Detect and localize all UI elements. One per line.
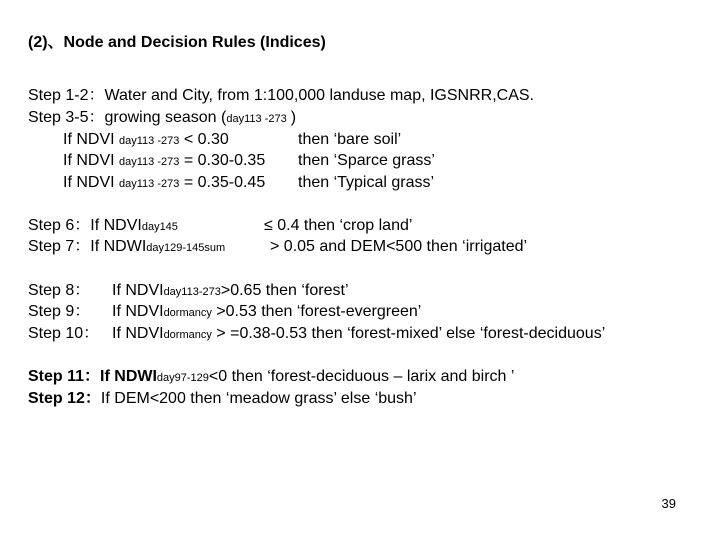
rule-subscript: day113 -273 — [119, 135, 180, 147]
step-8-label: Step 8： — [28, 282, 91, 299]
step-7-subscript: day129-145sum — [146, 242, 226, 254]
rule-sparce-grass-result: then ‘Sparce grass’ — [298, 152, 435, 169]
step-6-line — [28, 216, 178, 237]
step-9-rule: >0.53 then ‘forest-evergreen’ — [211, 303, 422, 320]
rule-prefix: If NDVI — [63, 174, 120, 191]
rule-prefix: If NDVI — [63, 131, 120, 148]
step-9-line — [112, 302, 421, 323]
step-12-label: Step 12： — [28, 390, 101, 407]
step-6-subscript: day145 — [141, 221, 178, 233]
step-10-line — [112, 324, 605, 345]
step-11-subscript: day97-129 — [156, 372, 209, 384]
rule-prefix: If NDVI — [63, 152, 120, 169]
step-11-line — [28, 367, 514, 388]
step-8-subscript: day113-273 — [163, 286, 221, 298]
rule-bare-soil — [63, 130, 229, 151]
rule-sparce-grass — [63, 151, 265, 172]
step-11-rule: <0 then ‘forest-deciduous – larix and birch ’ — [208, 368, 515, 385]
step-11-prefix: If NDWI — [100, 368, 157, 385]
step-12-line — [28, 389, 417, 409]
step-11-label: Step 11： — [28, 368, 101, 385]
step-9-subscript: dormancy — [163, 307, 212, 319]
step-6-prefix: If NDVI — [90, 217, 142, 234]
step-3-5-line — [28, 108, 296, 129]
rule-condition: = 0.30-0.35 — [179, 152, 266, 169]
rule-bare-soil-result: then ‘bare soil’ — [298, 131, 402, 148]
step-10-label: Step 10： — [28, 325, 100, 342]
step-12-text: If DEM<200 then ‘meadow grass’ else ‘bush’ — [100, 390, 417, 407]
step-3-5-suffix: ) — [290, 109, 297, 126]
rule-typical-grass — [63, 173, 265, 194]
rule-subscript: day113 -273 — [119, 178, 180, 190]
step-7-label: Step 7： — [28, 238, 91, 255]
step-3-5-prefix: Step 3-5：growing season ( — [28, 109, 227, 126]
step-8-line — [112, 281, 349, 302]
step-10-subscript: dormancy — [163, 329, 212, 341]
step-7-prefix: If NDWI — [90, 238, 147, 255]
step-8-rule: >0.65 then ‘forest’ — [220, 282, 349, 299]
rule-typical-grass-result: then ‘Typical grass’ — [298, 174, 435, 191]
step-10-prefix: If NDVI — [112, 325, 164, 342]
step-6-label: Step 6： — [28, 217, 91, 234]
step-1-2-text: Step 1-2：Water and City, from 1:100,000 landuse map, IGSNRR,CAS. — [28, 87, 535, 104]
rule-subscript: day113 -273 — [119, 156, 180, 168]
step-9-label: Step 9： — [28, 303, 91, 320]
step-7-rule: > 0.05 and DEM<500 then ‘irrigated’ — [270, 238, 528, 255]
step-6-rule: ≤ 0.4 then ‘crop land’ — [264, 217, 413, 234]
step-3-5-subscript: day113 -273 — [226, 113, 287, 125]
slide-title: (2)、Node and Decision Rules (Indices) — [28, 34, 326, 51]
rule-condition: < 0.30 — [179, 131, 229, 148]
step-9-prefix: If NDVI — [112, 303, 164, 320]
page-number: 39 — [661, 496, 676, 511]
step-7-line — [28, 237, 225, 258]
step-10-rule: > =0.38-0.53 then ‘forest-mixed’ else ‘forest-deciduous’ — [211, 325, 606, 342]
step-8-prefix: If NDVI — [112, 282, 164, 299]
rule-condition: = 0.35-0.45 — [179, 174, 266, 191]
